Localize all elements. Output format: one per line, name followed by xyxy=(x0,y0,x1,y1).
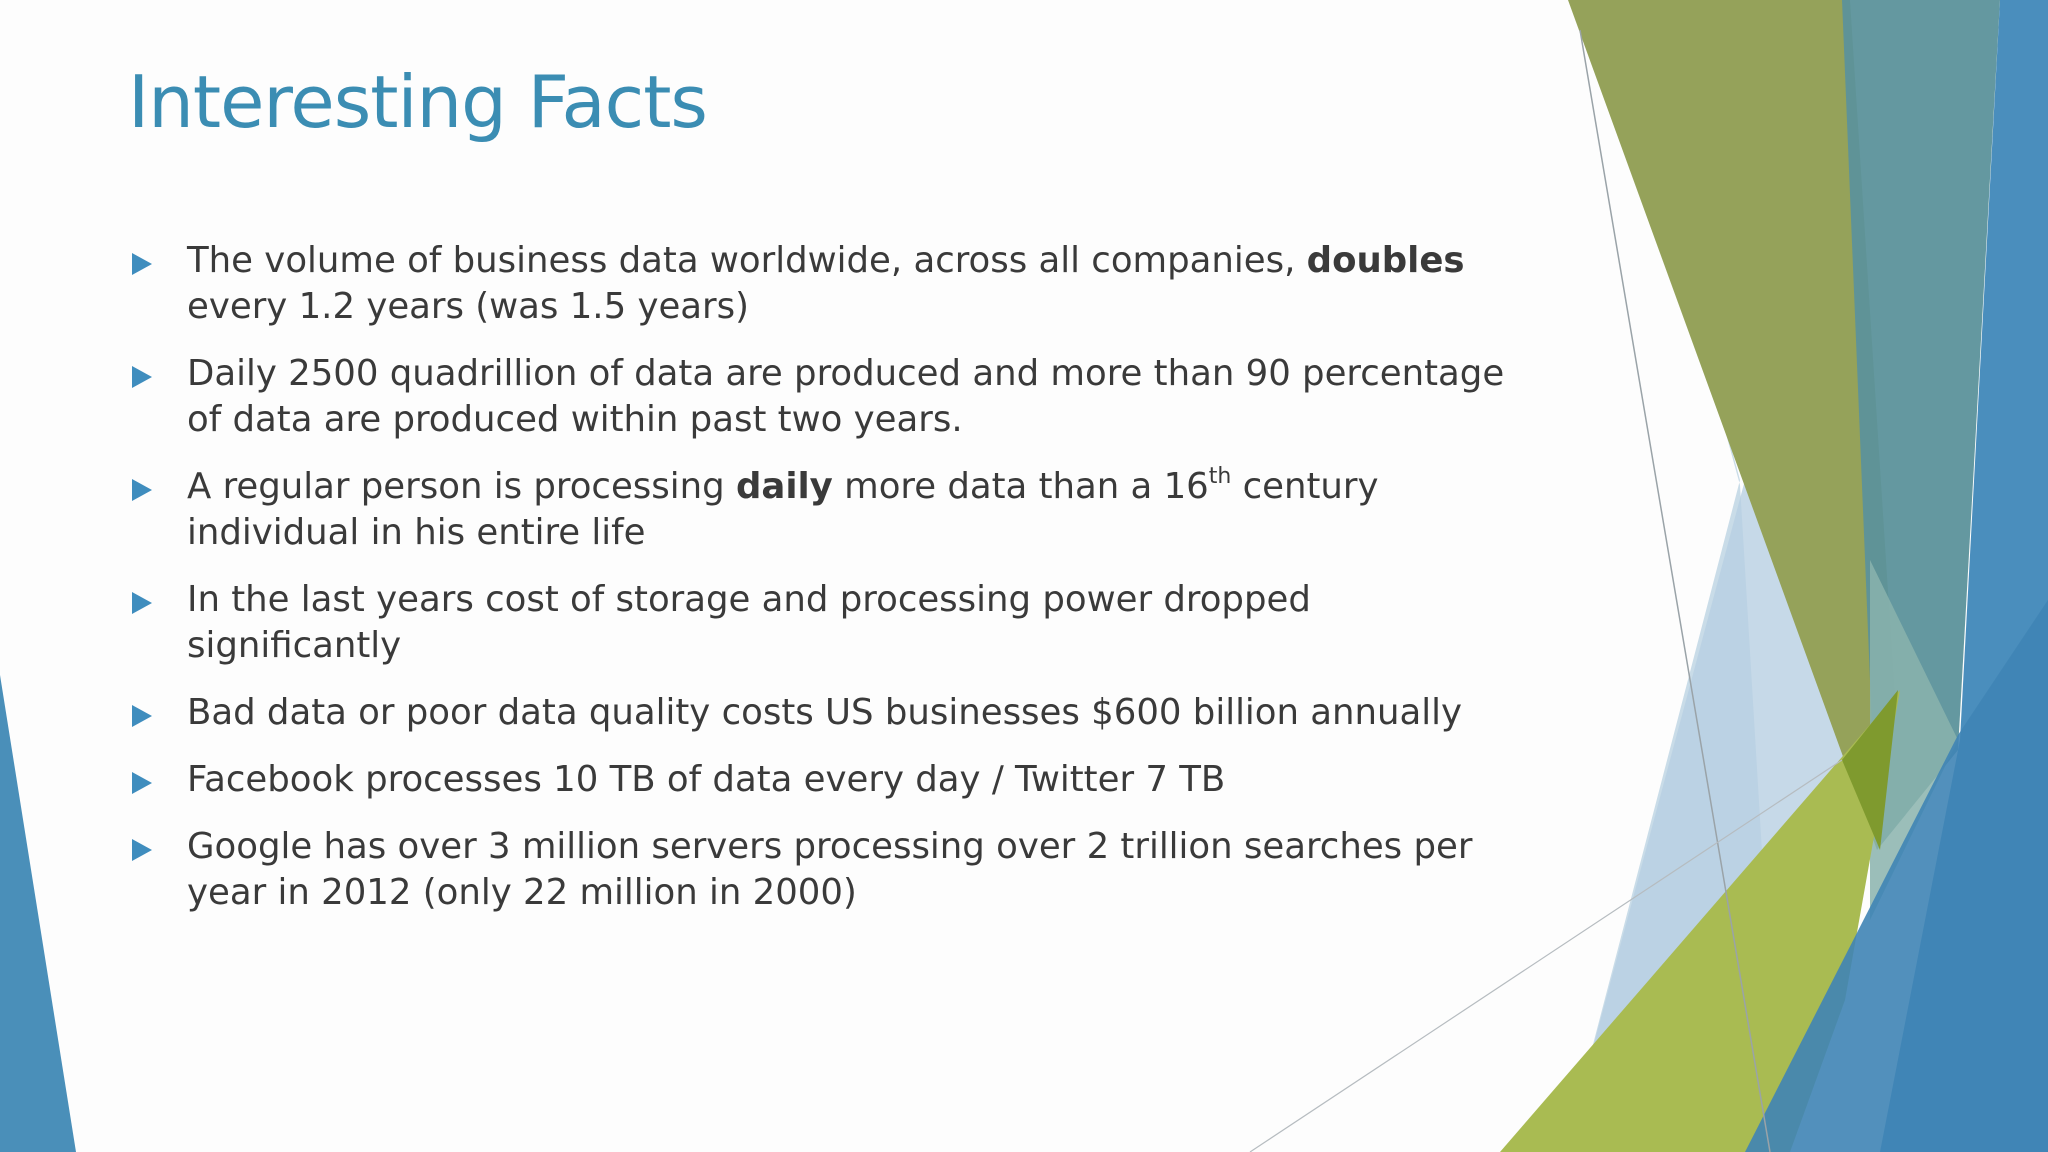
bullet-arrow-icon xyxy=(132,772,152,794)
text-run: more data than a 16 xyxy=(832,466,1209,507)
text-run: A regular person is processing xyxy=(187,466,736,507)
bold-text: daily xyxy=(735,466,833,507)
bullet-arrow-icon xyxy=(132,253,152,275)
superscript-text: th xyxy=(1208,464,1232,489)
bullet-text xyxy=(187,579,1311,666)
bullet-item xyxy=(130,238,1530,330)
bullet-text xyxy=(187,692,1462,733)
text-run: Facebook processes 10 TB of data every day / Twitter 7 TB xyxy=(187,759,1226,800)
bullet-item xyxy=(130,757,1530,803)
text-run: Bad data or poor data quality costs US businesses $600 billion annually xyxy=(187,692,1463,733)
bullet-text xyxy=(187,826,1472,913)
bullet-arrow-icon xyxy=(132,592,152,614)
bold-text: doubles xyxy=(1306,240,1465,281)
text-run: Daily 2500 quadrillion of data are produced and more than 90 percentage of data are produced within past two years. xyxy=(187,353,1505,440)
text-run: every 1.2 years (was 1.5 years) xyxy=(187,286,750,327)
bullet-list xyxy=(130,238,1530,937)
left-blue-shape xyxy=(0,675,76,1152)
bullet-text xyxy=(187,240,1465,327)
bullet-text xyxy=(187,759,1225,800)
bullet-arrow-icon xyxy=(132,479,152,501)
bullet-text xyxy=(187,353,1504,440)
bullet-arrow-icon xyxy=(132,839,152,861)
bullet-item xyxy=(130,351,1530,443)
bullet-text xyxy=(187,466,1379,553)
slide-title: Interesting Facts xyxy=(128,60,707,144)
bullet-item xyxy=(130,824,1530,916)
text-run: century individual in his entire life xyxy=(187,466,1379,553)
text-run: The volume of business data worldwide, across all companies, xyxy=(187,240,1307,281)
bullet-arrow-icon xyxy=(132,705,152,727)
bullet-item xyxy=(130,690,1530,736)
text-run: Google has over 3 million servers processing over 2 trillion searches per year in 2012 (only 22 million in 2000) xyxy=(187,826,1473,913)
text-run: In the last years cost of storage and processing power dropped significantly xyxy=(187,579,1311,666)
bullet-arrow-icon xyxy=(132,366,152,388)
bullet-item xyxy=(130,577,1530,669)
bullet-item xyxy=(130,464,1530,556)
